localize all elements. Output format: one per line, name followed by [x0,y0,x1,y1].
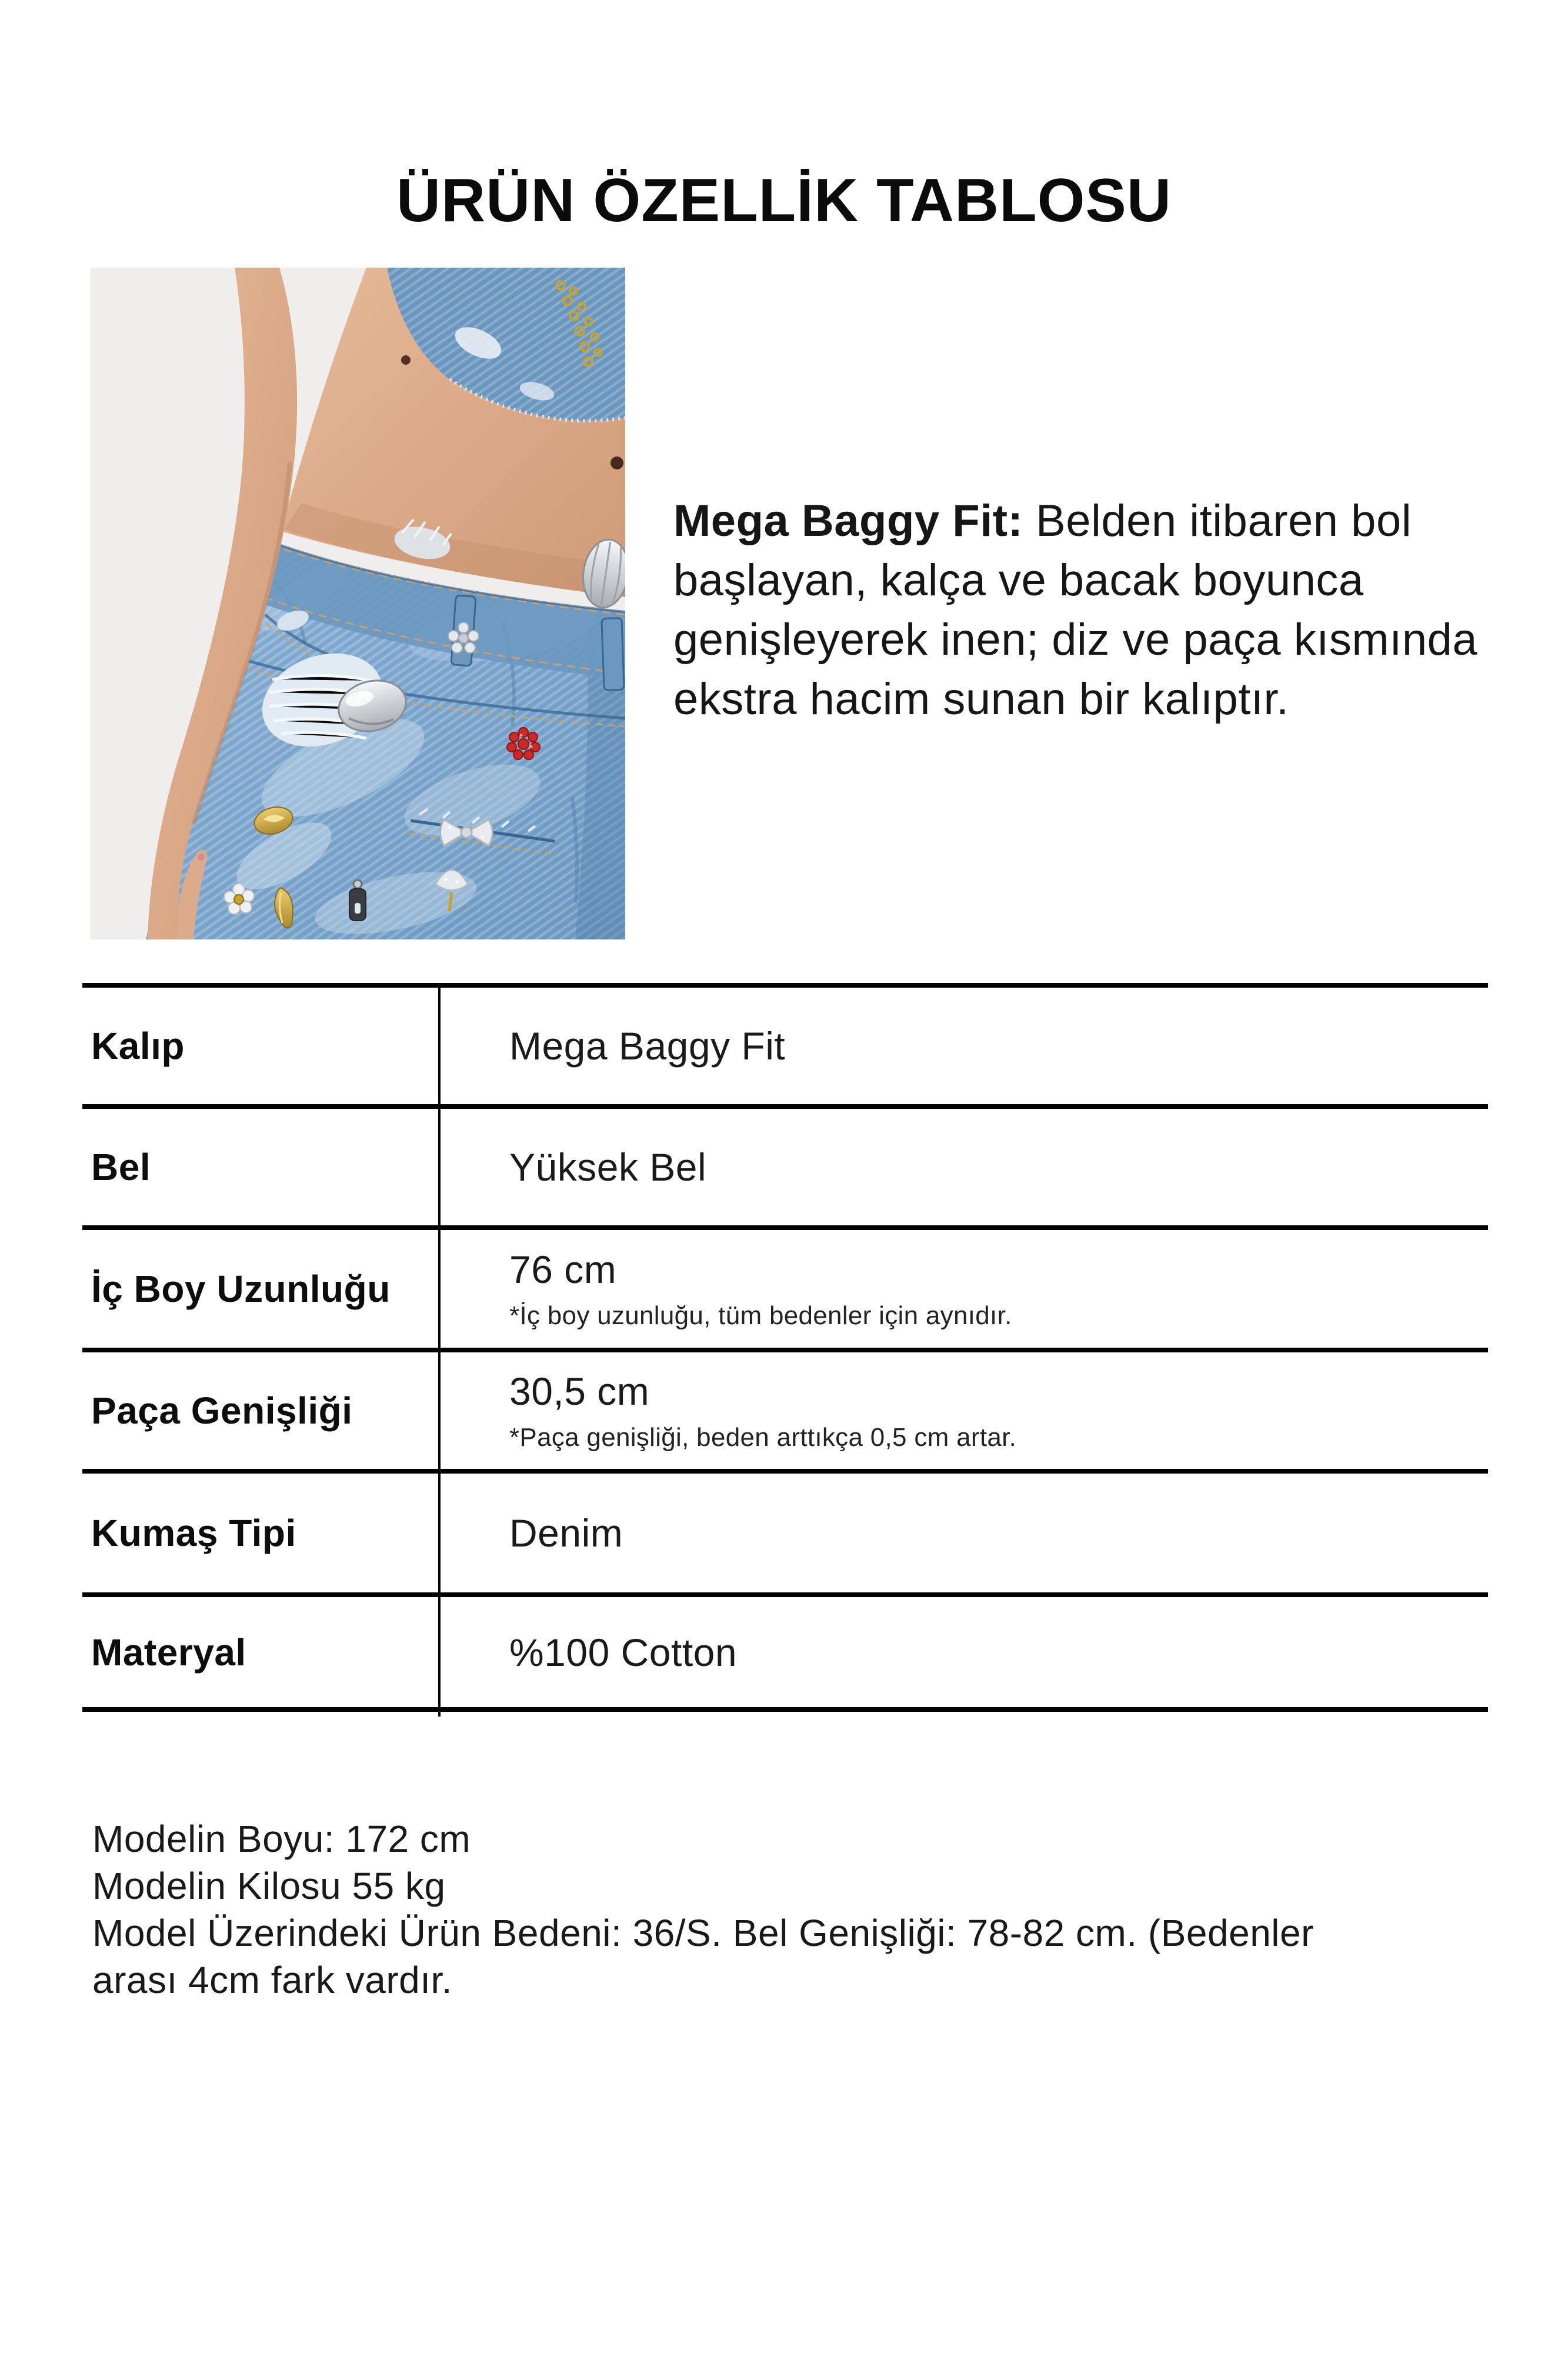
product-photo [90,268,625,939]
fit-text-line1: Belden itibaren bol [1023,496,1412,546]
model-height-line: Modelin Boyu: 172 cm [92,1818,471,1860]
spec-label: Kalıp [91,1025,185,1067]
spec-value: Denim [509,1511,623,1555]
spec-value-cell [438,1230,1488,1348]
product-photo-illustration [90,268,625,939]
model-size-line: Model Üzerindeki Ürün Bedeni: 36/S. Bel Genişliği: 78-82 cm. (Bedenler [92,1912,1314,1954]
spec-value-cell [438,988,1488,1104]
table-row-materyal [82,1597,1488,1707]
table-row-kalip [82,988,1488,1109]
table-row-bel [82,1109,1488,1230]
mole [610,456,623,469]
fit-text-line4: ekstra hacim sunan bir kalıptır. [673,674,1289,724]
spec-value: 76 cm [509,1248,617,1291]
spec-value-cell [438,1109,1488,1225]
table-row-paca [82,1352,1488,1474]
model-weight-line: Modelin Kilosu 55 kg [92,1865,446,1907]
spec-label: Paça Genişliği [91,1389,353,1432]
fit-name: Mega Baggy Fit: [673,496,1023,546]
spec-value: Mega Baggy Fit [509,1024,786,1068]
spec-value: %100 Cotton [509,1630,738,1674]
spec-label: Bel [91,1146,151,1188]
table-column-divider [438,983,441,1717]
spec-label: İç Boy Uzunluğu [91,1268,391,1310]
mole [401,355,411,365]
spec-value: Yüksek Bel [509,1145,707,1189]
table-row-ic-boy [82,1230,1488,1352]
fit-text-line3: genişleyerek inen; diz ve paça kısmında [673,615,1478,665]
model-size-line-cont: arası 4cm fark vardır. [92,1959,453,2001]
page-title: ÜRÜN ÖZELLİK TABLOSU [396,166,1172,235]
spec-value-cell [438,1597,1488,1707]
spec-label: Materyal [91,1631,246,1674]
spec-value-cell [438,1474,1488,1592]
spec-note: *İç boy uzunluğu, tüm bedenler için aynıdır. [509,1301,1012,1330]
spec-value: 30,5 cm [509,1369,650,1413]
spec-value-cell [438,1352,1488,1469]
spec-label: Kumaş Tipi [91,1512,296,1554]
fit-text-line2: başlayan, kalça ve bacak boyunca [673,555,1364,605]
spec-note: *Paça genişliği, beden arttıkça 0,5 cm artar. [509,1423,1017,1452]
model-info [92,1815,1480,2004]
table-row-kumas [82,1474,1488,1597]
fingernail [198,854,205,861]
spec-table [82,983,1488,1712]
fit-description [673,491,1532,729]
